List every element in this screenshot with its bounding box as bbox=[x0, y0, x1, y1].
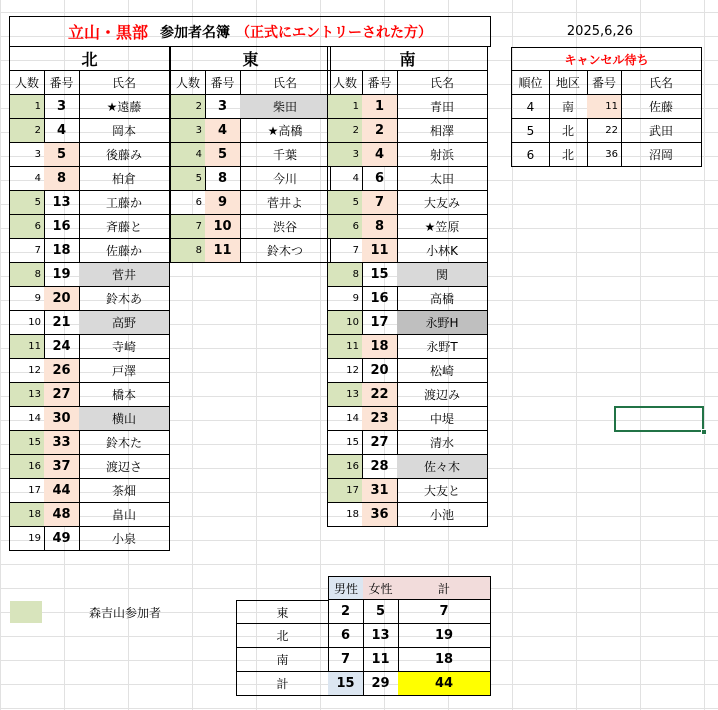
row-number: 16 bbox=[44, 215, 80, 239]
column-header-name: 氏名 bbox=[397, 71, 488, 95]
cancel-header: 地区 bbox=[549, 71, 588, 95]
row-name: 永野T bbox=[397, 335, 488, 359]
row-name: 清水 bbox=[397, 431, 488, 455]
row-number: 33 bbox=[44, 431, 80, 455]
fill-handle[interactable] bbox=[701, 429, 707, 435]
row-number: 24 bbox=[44, 335, 80, 359]
summary-header: 男性 bbox=[328, 576, 364, 600]
row-count: 17 bbox=[9, 479, 45, 503]
row-name: 橋本 bbox=[79, 383, 170, 407]
column-header-count: 人数 bbox=[327, 71, 363, 95]
summary-header: 女性 bbox=[363, 576, 399, 600]
row-count: 6 bbox=[170, 191, 206, 215]
row-number: 37 bbox=[44, 455, 80, 479]
row-name: 小池 bbox=[397, 503, 488, 527]
row-name: 渡辺み bbox=[397, 383, 488, 407]
row-number: 4 bbox=[205, 119, 241, 143]
row-count: 10 bbox=[327, 311, 363, 335]
row-number: 2 bbox=[362, 119, 398, 143]
row-count: 17 bbox=[327, 479, 363, 503]
row-count: 8 bbox=[327, 263, 363, 287]
row-name: 佐々木 bbox=[397, 455, 488, 479]
row-name: 松崎 bbox=[397, 359, 488, 383]
row-number: 5 bbox=[44, 143, 80, 167]
summary-female: 5 bbox=[363, 600, 399, 624]
row-number: 18 bbox=[362, 335, 398, 359]
row-number: 20 bbox=[44, 287, 80, 311]
row-count: 6 bbox=[327, 215, 363, 239]
row-count: 19 bbox=[9, 527, 45, 551]
row-name: 佐藤か bbox=[79, 239, 170, 263]
row-number: 3 bbox=[205, 95, 241, 119]
row-number: 19 bbox=[44, 263, 80, 287]
row-name: 戸澤 bbox=[79, 359, 170, 383]
row-count: 1 bbox=[327, 95, 363, 119]
row-name: ★笠原 bbox=[397, 215, 488, 239]
title-main: 立山・黒部 bbox=[67, 23, 148, 42]
row-count: 4 bbox=[170, 143, 206, 167]
row-name: 斉藤と bbox=[79, 215, 170, 239]
row-number: 8 bbox=[362, 215, 398, 239]
row-count: 12 bbox=[327, 359, 363, 383]
column-header-number: 番号 bbox=[362, 71, 398, 95]
row-count: 1 bbox=[9, 95, 45, 119]
row-name: 永野H bbox=[397, 311, 488, 335]
row-count: 16 bbox=[9, 455, 45, 479]
row-count: 7 bbox=[170, 215, 206, 239]
row-number: 4 bbox=[362, 143, 398, 167]
column-header-name: 氏名 bbox=[79, 71, 170, 95]
row-count: 4 bbox=[9, 167, 45, 191]
row-name: ★高橋 bbox=[240, 119, 331, 143]
row-name: 鈴木あ bbox=[79, 287, 170, 311]
row-number: 13 bbox=[44, 191, 80, 215]
row-count: 10 bbox=[9, 311, 45, 335]
cancel-title: キャンセル待ち bbox=[511, 47, 702, 71]
row-number: 27 bbox=[362, 431, 398, 455]
row-name: 横山 bbox=[79, 407, 170, 431]
row-count: 8 bbox=[170, 239, 206, 263]
row-number: 30 bbox=[44, 407, 80, 431]
row-number: 11 bbox=[205, 239, 241, 263]
row-number: 49 bbox=[44, 527, 80, 551]
column-header-count: 人数 bbox=[9, 71, 45, 95]
cancel-num: 22 bbox=[587, 119, 622, 143]
row-name: 菅井 bbox=[79, 263, 170, 287]
row-number: 44 bbox=[44, 479, 80, 503]
row-number: 8 bbox=[205, 167, 241, 191]
group-label: 南 bbox=[327, 47, 488, 71]
legend-swatch bbox=[10, 601, 42, 623]
row-count: 2 bbox=[327, 119, 363, 143]
row-name: 柴田 bbox=[240, 95, 331, 119]
row-name: 今川 bbox=[240, 167, 331, 191]
row-number: 36 bbox=[362, 503, 398, 527]
cancel-name: 佐藤 bbox=[621, 95, 702, 119]
cancel-name: 沼岡 bbox=[621, 143, 702, 167]
row-number: 27 bbox=[44, 383, 80, 407]
row-number: 20 bbox=[362, 359, 398, 383]
row-number: 9 bbox=[205, 191, 241, 215]
cancel-header: 番号 bbox=[587, 71, 622, 95]
cancel-rank: 5 bbox=[511, 119, 550, 143]
cancel-num: 36 bbox=[587, 143, 622, 167]
row-number: 7 bbox=[362, 191, 398, 215]
row-name: 寺崎 bbox=[79, 335, 170, 359]
row-number: 8 bbox=[44, 167, 80, 191]
summary-male: 6 bbox=[328, 624, 364, 648]
cancel-area: 南 bbox=[549, 95, 588, 119]
row-count: 13 bbox=[9, 383, 45, 407]
column-header-number: 番号 bbox=[205, 71, 241, 95]
cancel-area: 北 bbox=[549, 143, 588, 167]
cancel-rank: 4 bbox=[511, 95, 550, 119]
row-name: ★遠藤 bbox=[79, 95, 170, 119]
row-number: 3 bbox=[44, 95, 80, 119]
row-name: 小林K bbox=[397, 239, 488, 263]
row-number: 21 bbox=[44, 311, 80, 335]
row-count: 7 bbox=[9, 239, 45, 263]
summary-header: 計 bbox=[398, 576, 491, 600]
group-label: 北 bbox=[9, 47, 170, 71]
row-count: 3 bbox=[170, 119, 206, 143]
row-count: 15 bbox=[327, 431, 363, 455]
sheet-title bbox=[10, 17, 490, 46]
cancel-num: 11 bbox=[587, 95, 622, 119]
group-label: 東 bbox=[170, 47, 331, 71]
row-number: 17 bbox=[362, 311, 398, 335]
row-count: 3 bbox=[327, 143, 363, 167]
row-number: 1 bbox=[362, 95, 398, 119]
summary-total: 7 bbox=[398, 600, 491, 624]
selected-cell[interactable] bbox=[614, 406, 704, 432]
row-number: 22 bbox=[362, 383, 398, 407]
row-count: 9 bbox=[9, 287, 45, 311]
summary-row-label: 計 bbox=[236, 672, 329, 696]
row-number: 28 bbox=[362, 455, 398, 479]
summary-total: 19 bbox=[398, 624, 491, 648]
row-number: 4 bbox=[44, 119, 80, 143]
column-header-count: 人数 bbox=[170, 71, 206, 95]
row-number: 10 bbox=[205, 215, 241, 239]
summary-male: 15 bbox=[328, 672, 364, 696]
cancel-area: 北 bbox=[549, 119, 588, 143]
cancel-header: 氏名 bbox=[621, 71, 702, 95]
row-name: 菅井よ bbox=[240, 191, 331, 215]
row-count: 14 bbox=[9, 407, 45, 431]
summary-row-label: 北 bbox=[236, 624, 329, 648]
row-count: 5 bbox=[9, 191, 45, 215]
cancel-header: 順位 bbox=[511, 71, 550, 95]
row-name: 鈴木た bbox=[79, 431, 170, 455]
row-count: 3 bbox=[9, 143, 45, 167]
row-number: 15 bbox=[362, 263, 398, 287]
column-header-number: 番号 bbox=[44, 71, 80, 95]
summary-row-label: 東 bbox=[236, 600, 329, 624]
row-count: 12 bbox=[9, 359, 45, 383]
row-name: 工藤か bbox=[79, 191, 170, 215]
row-name: 岡本 bbox=[79, 119, 170, 143]
row-count: 8 bbox=[9, 263, 45, 287]
row-name: 中堤 bbox=[397, 407, 488, 431]
summary-male: 7 bbox=[328, 648, 364, 672]
row-count: 15 bbox=[9, 431, 45, 455]
row-count: 18 bbox=[9, 503, 45, 527]
row-name: 相澤 bbox=[397, 119, 488, 143]
row-name: 大友と bbox=[397, 479, 488, 503]
row-name: 後藤み bbox=[79, 143, 170, 167]
row-count: 18 bbox=[327, 503, 363, 527]
row-name: 高野 bbox=[79, 311, 170, 335]
row-count: 14 bbox=[327, 407, 363, 431]
summary-male: 2 bbox=[328, 600, 364, 624]
cancel-rank: 6 bbox=[511, 143, 550, 167]
row-name: 渡辺さ bbox=[79, 455, 170, 479]
row-name: 畠山 bbox=[79, 503, 170, 527]
row-number: 6 bbox=[362, 167, 398, 191]
row-number: 26 bbox=[44, 359, 80, 383]
row-count: 4 bbox=[327, 167, 363, 191]
row-number: 48 bbox=[44, 503, 80, 527]
row-number: 18 bbox=[44, 239, 80, 263]
summary-female: 11 bbox=[363, 648, 399, 672]
row-name: 柏倉 bbox=[79, 167, 170, 191]
row-count: 6 bbox=[9, 215, 45, 239]
row-name: 茶畑 bbox=[79, 479, 170, 503]
legend-label: 森吉山参加者 bbox=[88, 605, 161, 620]
row-name: 大友み bbox=[397, 191, 488, 215]
row-name: 千葉 bbox=[240, 143, 331, 167]
row-name: 太田 bbox=[397, 167, 488, 191]
row-count: 11 bbox=[9, 335, 45, 359]
title-sub: 参加者名簿 bbox=[160, 24, 230, 41]
summary-total: 18 bbox=[398, 648, 491, 672]
row-count: 5 bbox=[327, 191, 363, 215]
row-name: 青田 bbox=[397, 95, 488, 119]
row-name: 高橋 bbox=[397, 287, 488, 311]
row-name: 渋谷 bbox=[240, 215, 331, 239]
summary-total: 44 bbox=[398, 672, 491, 696]
row-number: 16 bbox=[362, 287, 398, 311]
row-name: 小泉 bbox=[79, 527, 170, 551]
row-count: 5 bbox=[170, 167, 206, 191]
title-note: （正式にエントリーされた方） bbox=[236, 24, 432, 41]
row-count: 16 bbox=[327, 455, 363, 479]
row-number: 11 bbox=[362, 239, 398, 263]
cancel-name: 武田 bbox=[621, 119, 702, 143]
row-count: 11 bbox=[327, 335, 363, 359]
row-count: 2 bbox=[170, 95, 206, 119]
summary-row-label: 南 bbox=[236, 648, 329, 672]
row-count: 13 bbox=[327, 383, 363, 407]
row-count: 7 bbox=[327, 239, 363, 263]
date-cell: 2025,6,26 bbox=[566, 23, 634, 39]
column-header-name: 氏名 bbox=[240, 71, 331, 95]
row-count: 9 bbox=[327, 287, 363, 311]
row-name: 鈴木つ bbox=[240, 239, 331, 263]
summary-female: 13 bbox=[363, 624, 399, 648]
row-number: 31 bbox=[362, 479, 398, 503]
row-name: 射浜 bbox=[397, 143, 488, 167]
row-name: 関 bbox=[397, 263, 488, 287]
row-count: 2 bbox=[9, 119, 45, 143]
row-number: 23 bbox=[362, 407, 398, 431]
row-number: 5 bbox=[205, 143, 241, 167]
summary-female: 29 bbox=[363, 672, 399, 696]
